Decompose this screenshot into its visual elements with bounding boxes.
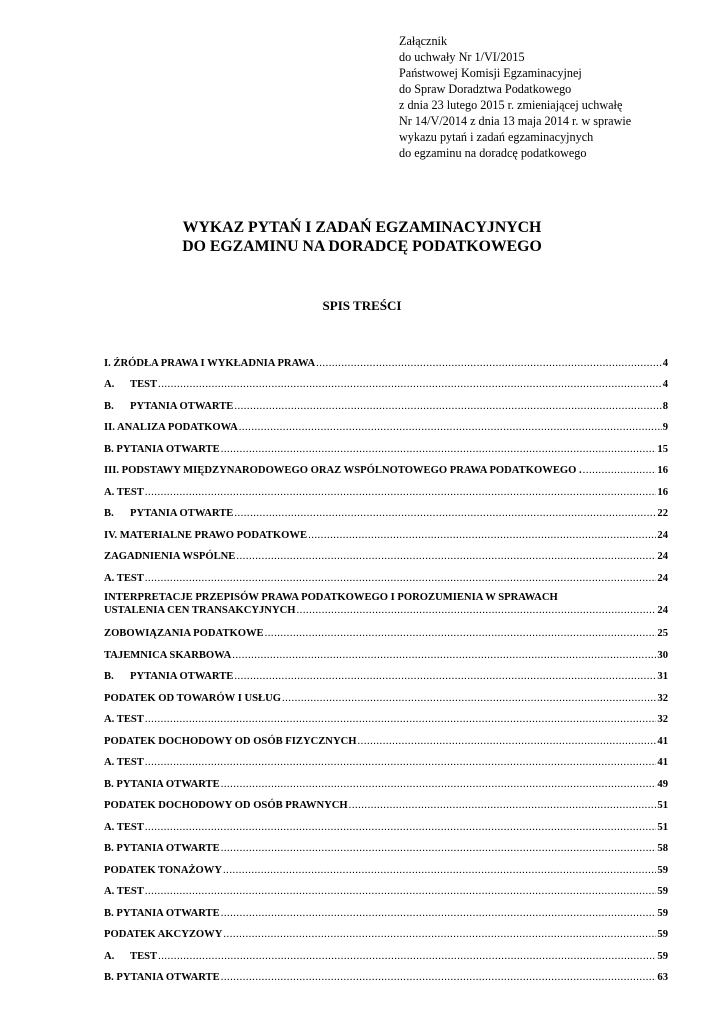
toc-entry[interactable] [104,821,668,834]
toc-dot-leader [223,928,656,941]
toc-page-number: 8 [662,401,668,412]
toc-entry[interactable] [104,443,668,456]
toc-entry[interactable] [104,529,668,542]
toc-entry[interactable] [104,627,668,640]
title-line-1: WYKAZ PYTAŃ I ZADAŃ EGZAMINACYJNYCH [182,219,542,236]
toc-dot-leader [234,507,656,520]
toc-entry[interactable] [104,400,668,413]
annex-line: wykazu pytań i zadań egzaminacyjnych [399,130,594,144]
toc-entry-number: B. [104,671,114,682]
toc-entry[interactable] [104,778,668,791]
toc-entry-text: IV. MATERIALNE PRAWO PODATKOWE [104,530,308,541]
toc-entry[interactable] [104,692,668,705]
toc-page-number: 24 [657,530,668,541]
toc-page-number: 49 [657,779,668,790]
toc-entry-text: PYTANIA OTWARTE [130,508,234,519]
toc-entry-text: B. PYTANIA OTWARTE [104,843,220,854]
toc-entry-number: A. [104,951,115,962]
toc-entry-text: A. TEST [104,822,144,833]
toc-entry[interactable] [104,971,668,984]
toc-entry-text: A. TEST [104,573,144,584]
toc-page-number: 32 [657,693,668,704]
toc-dot-leader [158,378,662,391]
toc-entry[interactable] [104,950,668,963]
toc-entry-text: A. TEST [104,714,144,725]
toc-dot-leader [221,907,657,920]
toc-entry[interactable] [104,670,668,683]
toc-dot-leader [236,550,656,563]
toc-entry-text: B. PYTANIA OTWARTE [104,444,220,455]
toc-entry-text: PYTANIA OTWARTE [130,401,234,412]
toc-page-number: 31 [657,671,668,682]
toc-entry-text: B. PYTANIA OTWARTE [104,972,220,983]
toc-dot-leader [221,443,657,456]
toc-dot-leader [239,421,662,434]
toc-page-number: 59 [657,886,668,897]
toc-entry-text: ZAGADNIENIA WSPÓLNE [104,551,236,562]
toc-dot-leader [282,692,656,705]
toc-entry-text: II. ANALIZA PODATKOWA [104,422,238,433]
toc-entry[interactable] [104,928,668,941]
toc-entry-text: III. PODSTAWY MIĘDZYNARODOWEGO ORAZ WSPÓLNOTOWEGO PRAWA PODATKOWEGO . [104,465,582,476]
toc-dot-leader [221,842,657,855]
toc-page-number: 51 [657,800,668,811]
toc-page-number: 58 [657,843,668,854]
toc-dot-leader [145,885,657,898]
toc-entry-text: PODATEK OD TOWARÓW I USŁUG [104,693,281,704]
toc-entry[interactable] [104,756,668,769]
annex-line: z dnia 23 lutego 2015 r. zmieniającej uchwałę [399,98,623,112]
toc-entry[interactable] [104,591,668,617]
toc-entry[interactable] [104,864,668,877]
toc-entry-number: B. [104,401,114,412]
toc-dot-leader [316,357,662,370]
toc-entry[interactable] [104,907,668,920]
toc-entry[interactable] [104,507,668,520]
toc-dot-leader [232,649,656,662]
toc-page-number: 59 [657,929,668,940]
toc-dot-leader [158,950,656,963]
toc-entry[interactable] [104,799,668,812]
toc-entry[interactable] [104,550,668,563]
toc-entry[interactable] [104,572,668,585]
toc-page-number: 63 [657,972,668,983]
document-title [0,218,724,256]
annex-line: Nr 14/V/2014 z dnia 13 maja 2014 r. w sprawie [399,114,632,128]
toc-entry[interactable] [104,842,668,855]
toc-entry[interactable] [104,486,668,499]
toc-dot-leader [358,735,657,748]
toc-page-number: 24 [657,605,668,616]
toc-entry-text: A. TEST [104,487,144,498]
toc-entry-text: PYTANIA OTWARTE [130,671,234,682]
toc-entry-text: I. ŹRÓDŁA PRAWA I WYKŁADNIA PRAWA [104,358,316,369]
toc-entry-number: B. [104,508,114,519]
toc-entry[interactable] [104,885,668,898]
toc-dot-leader [145,821,657,834]
toc-entry-text: INTERPRETACJE PRZEPISÓW PRAWA PODATKOWEGO I POROZUMIENIA W SPRAWACH [104,592,558,603]
toc-entry-text: A. TEST [104,886,144,897]
toc-page-number: 16 [657,487,668,498]
toc-dot-leader [145,756,657,769]
toc-dot-leader [145,486,657,499]
toc-entry[interactable] [104,464,668,477]
toc-entry-text: PODATEK DOCHODOWY OD OSÓB PRAWNYCH [104,800,348,811]
annex-line: Państwowej Komisji Egzaminacyjnej [399,66,582,80]
toc-entry[interactable] [104,421,668,434]
toc-entry-text: A. TEST [104,757,144,768]
toc-entry[interactable] [104,357,668,370]
toc-entry-text: PODATEK DOCHODOWY OD OSÓB FIZYCZNYCH [104,736,357,747]
toc-page-number: 16 [657,465,668,476]
toc-page-number: 59 [657,951,668,962]
toc-page-number: 4 [662,379,668,390]
toc-page-number: 15 [657,444,668,455]
toc-dot-leader [349,799,657,812]
toc-page-number: 4 [662,358,668,369]
toc-dot-leader [297,604,657,617]
toc-entry-text: PODATEK AKCYZOWY [104,929,223,940]
annex-line: Załącznik [399,34,448,48]
toc-page-number: 9 [662,422,668,433]
toc-page-number: 41 [657,736,668,747]
toc-entry-text: TEST [130,951,158,962]
toc-entry[interactable] [104,649,668,662]
toc-entry-text: B. PYTANIA OTWARTE [104,779,220,790]
toc-dot-leader [223,864,656,877]
toc-dot-leader [234,400,661,413]
toc-page-number: 51 [657,822,668,833]
toc-entry-text: TAJEMNICA SKARBOWA [104,650,232,661]
toc-page-number: 32 [657,714,668,725]
toc-dot-leader [234,670,656,683]
toc-entry-text: TEST [130,379,158,390]
toc-dot-leader [265,627,657,640]
toc-dot-leader [308,529,656,542]
annex-line: do egzaminu na doradcę podatkowego [399,146,587,160]
toc-entry[interactable] [104,713,668,726]
annex-note [399,33,631,161]
toc-dot-leader [145,572,657,585]
toc-page-number: 30 [657,650,668,661]
toc-page-number: 24 [657,551,668,562]
toc-entry-text: PODATEK TONAŻOWY [104,865,223,876]
annex-line: do uchwały Nr 1/VI/2015 [399,50,525,64]
toc-dot-leader [145,713,657,726]
toc-page-number: 25 [657,628,668,639]
toc-page-number: 41 [657,757,668,768]
toc-dot-leader [583,464,657,477]
toc-entry-text: B. PYTANIA OTWARTE [104,908,220,919]
toc-entry-text: ZOBOWIĄZANIA PODATKOWE [104,628,264,639]
toc-entry[interactable] [104,735,668,748]
toc-dot-leader [221,778,657,791]
toc-entry[interactable] [104,378,668,391]
toc-entry-text: USTALENIA CEN TRANSAKCYJNYCH [104,605,296,616]
toc-entry-number: A. [104,379,115,390]
title-line-2: DO EGZAMINU NA DORADCĘ PODATKOWEGO [182,238,542,255]
annex-line: do Spraw Doradztwa Podatkowego [399,82,572,96]
toc-page-number: 22 [657,508,668,519]
toc-page-number: 59 [657,865,668,876]
toc-dot-leader [221,971,657,984]
toc-page-number: 24 [657,573,668,584]
toc-page-number: 59 [657,908,668,919]
toc-heading: SPIS TREŚCI [322,298,402,313]
